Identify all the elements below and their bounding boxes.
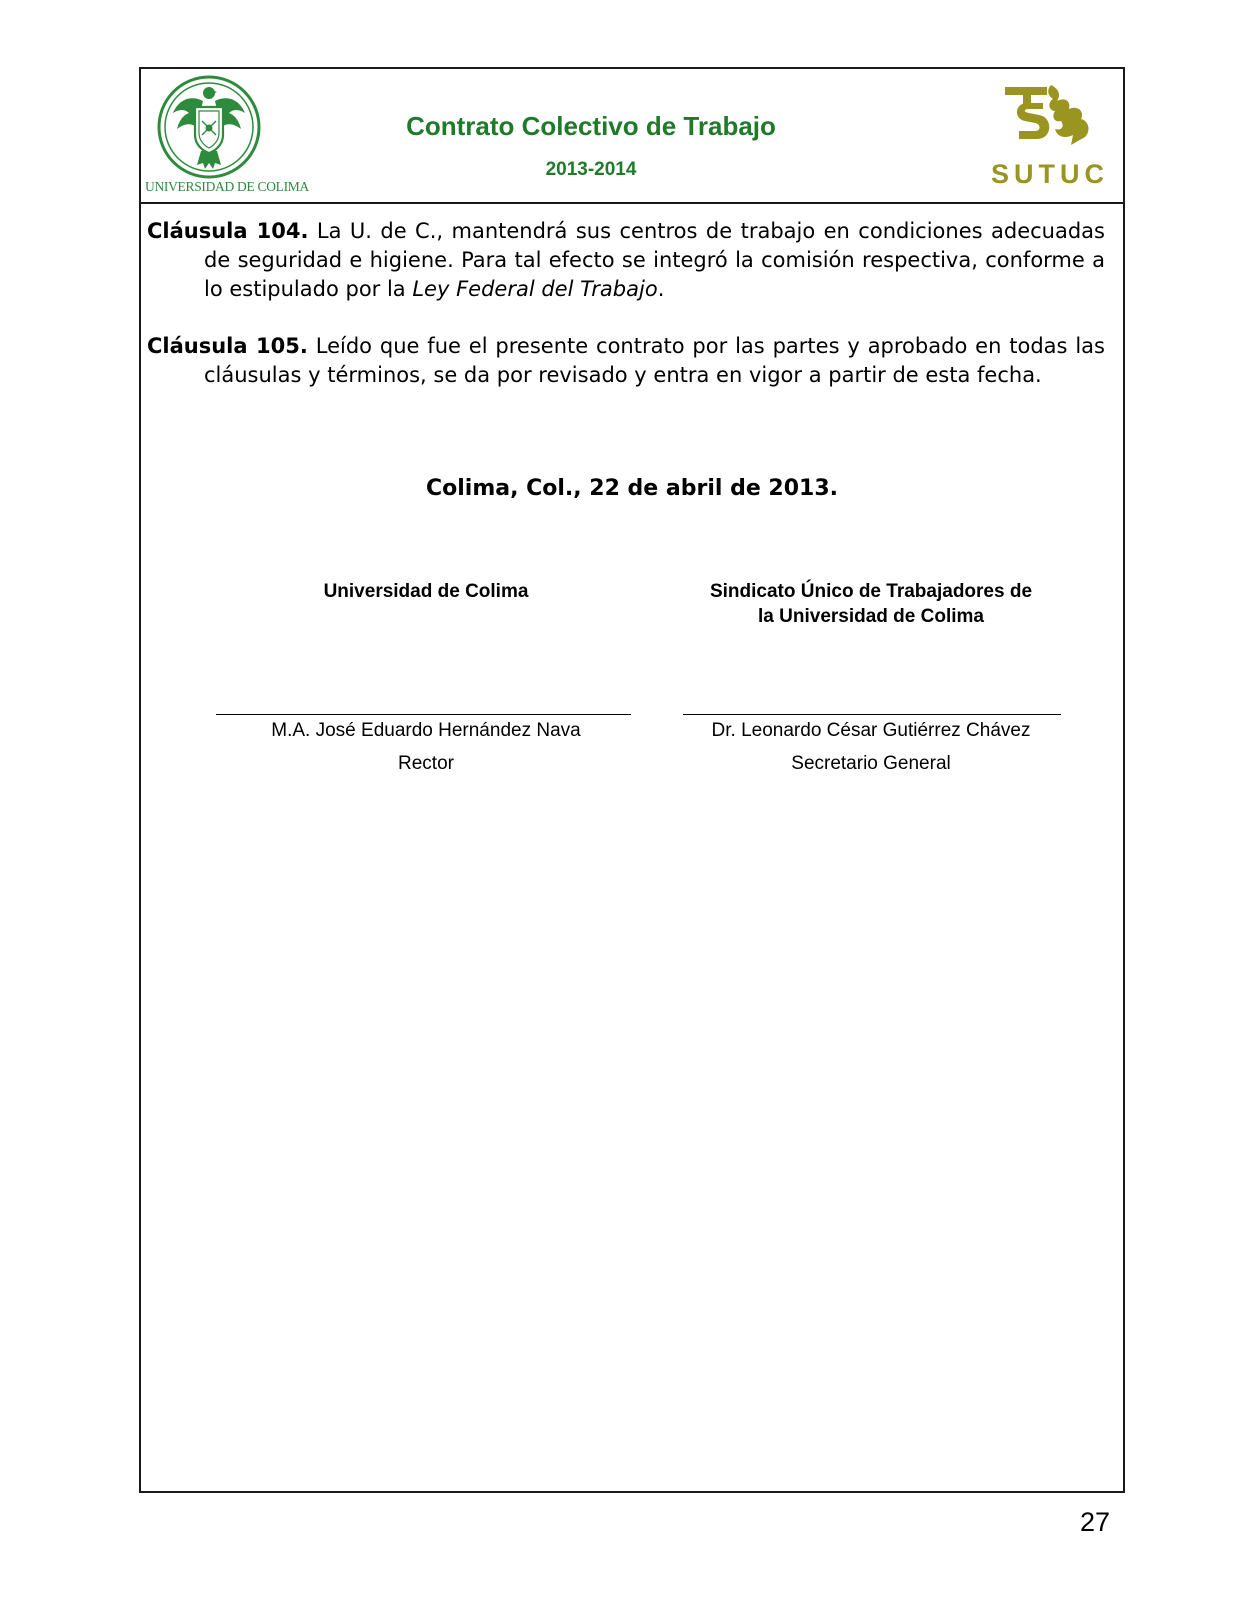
university-seal-icon xyxy=(153,73,265,181)
signature-line-left xyxy=(216,714,631,715)
university-logo-caption: UNIVERSIDAD DE COLIMA xyxy=(145,179,309,194)
signatory-organization-university: Universidad de Colima xyxy=(323,581,529,602)
clause-text-end: . xyxy=(657,277,665,301)
signatory-name-rector: M.A. José Eduardo Hernández Nava xyxy=(271,720,581,741)
signature-line-right xyxy=(683,714,1061,715)
clause-italic-reference: Ley Federal del Trabajo xyxy=(412,277,658,301)
university-logo xyxy=(145,71,309,199)
document-years: 2013-2014 xyxy=(545,159,637,180)
document-title: Contrato Colectivo de Trabajo xyxy=(406,111,776,141)
document-header xyxy=(141,69,1123,204)
signatory-organization-union: Sindicato Único de Trabajadores de la Universidad de Colima xyxy=(709,581,1033,627)
clause-label: Cláusula 105. xyxy=(147,334,308,358)
clause-text: Leído que fue el presente contrato por las partes y aprobado en todas las cláusulas y términos, se da por revisado y entra en vigor a partir de esta fecha. xyxy=(204,334,1105,387)
sutuc-logo xyxy=(985,81,1115,197)
page-frame xyxy=(139,67,1125,1493)
signatory-role-rector: Rector xyxy=(398,753,454,774)
clause-label: Cláusula 104. xyxy=(147,219,309,243)
clause-text: La U. de C., mantendrá sus centros de trabajo en condiciones adecuadas de seguridad e higiene. Para tal efecto se integró la comisión respectiva, conforme a lo estipulado por la xyxy=(204,219,1105,301)
signatory-role-secretary: Secretario General xyxy=(791,753,951,774)
clause-105 xyxy=(147,332,1105,390)
signatory-name-secretary: Dr. Leonardo César Gutiérrez Chávez xyxy=(711,720,1031,741)
place-and-date: Colima, Col., 22 de abril de 2013. xyxy=(425,476,838,501)
sutuc-emblem-icon xyxy=(1001,81,1097,151)
sutuc-wordmark: SUTUC xyxy=(991,159,1109,189)
page-number: 27 xyxy=(1080,1507,1111,1537)
clause-104 xyxy=(147,217,1105,304)
